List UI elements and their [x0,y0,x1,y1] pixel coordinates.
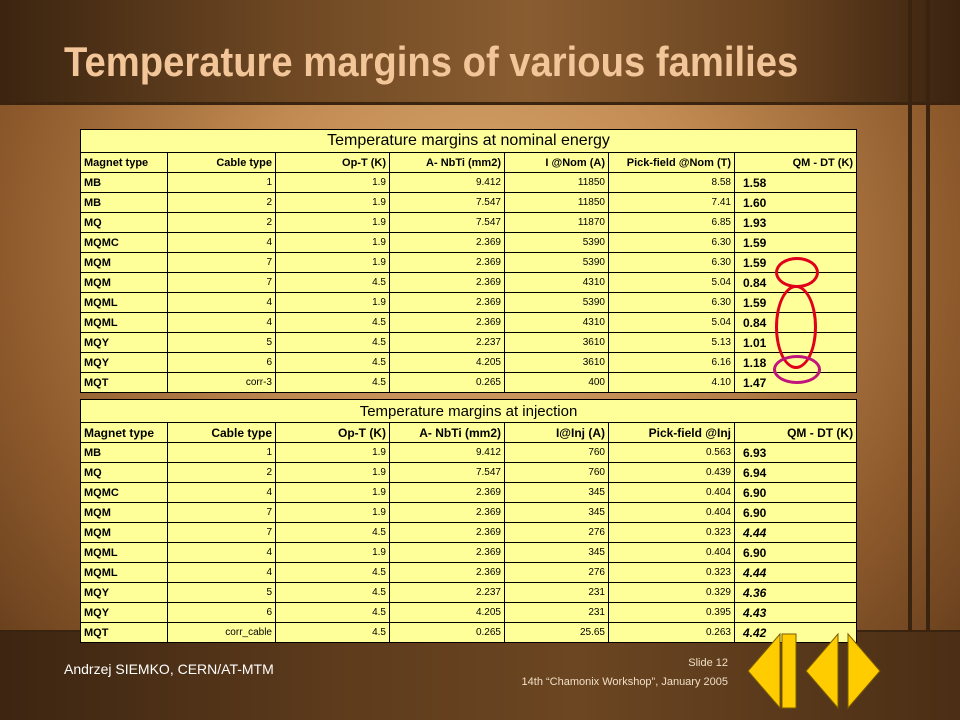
column-header: Pick-field @Nom (T) [609,153,735,173]
table-cell: 1 [168,443,276,463]
margin-cell: 4.36 [735,583,857,603]
table-cell: 6.16 [609,353,735,373]
table-cell: 400 [505,373,609,393]
table-cell: 0.563 [609,443,735,463]
table-row [81,623,857,643]
table-cell: 5 [168,583,276,603]
margin-cell: 1.58 [735,173,857,193]
slide-title: Temperature margins of various families [64,38,799,85]
table-cell: 0.395 [609,603,735,623]
table-cell: 4.205 [390,353,505,373]
margin-cell: 6.94 [735,463,857,483]
table-cell: 4310 [505,273,609,293]
right-rule [908,0,912,720]
table-cell: 2.369 [390,293,505,313]
table-cell: 7.547 [390,463,505,483]
margin-cell: 0.84 [735,273,857,293]
table-cell: 0.404 [609,543,735,563]
table-cell: 6 [168,353,276,373]
table-cell: 4.5 [276,523,390,543]
table-row [81,233,857,253]
margin-cell: 1.59 [735,253,857,273]
table-cell: 1.9 [276,193,390,213]
table-cell: 7.41 [609,193,735,213]
table-cell: 2.237 [390,583,505,603]
margin-cell: 6.90 [735,543,857,563]
column-header: QM - DT (K) [735,153,857,173]
table-cell: 2.369 [390,233,505,253]
table-cell: 2 [168,193,276,213]
table-title-row [81,400,857,423]
table-cell: 2.369 [390,313,505,333]
table-row [81,293,857,313]
table-cell: 7 [168,253,276,273]
table-title-row [81,130,857,153]
table-cell: 4.5 [276,333,390,353]
magnet-type-cell: MQM [81,273,168,293]
table-cell: 1.9 [276,443,390,463]
column-header: A- NbTi (mm2) [390,153,505,173]
magnet-type-cell: MQML [81,293,168,313]
margin-cell: 1.60 [735,193,857,213]
highlight-circle-magenta [773,355,821,384]
column-header: Op-T (K) [276,423,390,443]
magnet-type-cell: MQML [81,563,168,583]
table-cell: 7 [168,273,276,293]
table-cell: 4 [168,233,276,253]
table-cell: 4 [168,543,276,563]
margin-cell: 4.44 [735,523,857,543]
margin-cell: 4.43 [735,603,857,623]
table-cell: 5.04 [609,313,735,333]
injection-table [80,399,857,643]
table-row [81,543,857,563]
magnet-type-cell: MQT [81,373,168,393]
table-cell: 9.412 [390,443,505,463]
column-header: A- NbTi (mm2) [390,423,505,443]
table-cell: 2.369 [390,253,505,273]
magnet-type-cell: MQY [81,353,168,373]
table-cell: 2 [168,463,276,483]
table-cell: 760 [505,463,609,483]
table-cell: 3610 [505,353,609,373]
table-row [81,583,857,603]
table-cell: 231 [505,583,609,603]
next-slide-icon[interactable] [846,630,882,712]
magnet-type-cell: MQMC [81,483,168,503]
table-row [81,463,857,483]
table-cell: 345 [505,543,609,563]
table-cell: 4.5 [276,623,390,643]
magnet-type-cell: MB [81,173,168,193]
table-cell: 1.9 [276,463,390,483]
table-cell: 0.329 [609,583,735,603]
table-cell: 345 [505,483,609,503]
magnet-type-cell: MQML [81,543,168,563]
magnet-type-cell: MB [81,443,168,463]
table-row [81,273,857,293]
table-cell: 7 [168,503,276,523]
table-cell: 2.237 [390,333,505,353]
table-row [81,483,857,503]
margin-cell: 6.93 [735,443,857,463]
margin-cell: 4.44 [735,563,857,583]
previous-slide-icon[interactable] [804,630,840,712]
table-cell: 4.5 [276,583,390,603]
table-cell: 0.323 [609,523,735,543]
table-cell: 5 [168,333,276,353]
table-row [81,373,857,393]
magnet-type-cell: MQM [81,503,168,523]
table-title: Temperature margins at nominal energy [81,130,857,153]
magnet-type-cell: MQ [81,463,168,483]
table-cell: 1.9 [276,293,390,313]
table-cell: 0.263 [609,623,735,643]
footer-author: Andrzej SIEMKO, CERN/AT-MTM [64,661,274,677]
table-cell: 4.5 [276,603,390,623]
magnet-type-cell: MQT [81,623,168,643]
slide-number: Slide 12 [688,657,728,669]
table-header-row [81,153,857,173]
table-cell: 1.9 [276,543,390,563]
table-cell: 1.9 [276,503,390,523]
margin-cell: 1.01 [735,333,857,353]
table-cell: 11850 [505,173,609,193]
table-cell: 2.369 [390,503,505,523]
margin-cell: 1.47 [735,373,857,393]
table-cell: 276 [505,563,609,583]
table-cell: 4.5 [276,313,390,333]
table-cell: 4.5 [276,273,390,293]
table-cell: 0.404 [609,483,735,503]
table-cell: 2.369 [390,543,505,563]
magnet-type-cell: MQY [81,603,168,623]
right-rule-2 [926,0,930,720]
table-cell: 5390 [505,233,609,253]
table-cell: 5390 [505,253,609,273]
table-row [81,443,857,463]
table-cell: 4 [168,313,276,333]
margin-cell: 1.59 [735,233,857,253]
table-cell: 0.265 [390,373,505,393]
table-cell: 25.65 [505,623,609,643]
table-cell: 2 [168,213,276,233]
table-cell: 0.439 [609,463,735,483]
nominal-energy-table [80,129,857,393]
top-divider [0,102,960,105]
table-row [81,253,857,273]
table-cell: 11870 [505,213,609,233]
column-header: Magnet type [81,153,168,173]
table-title: Temperature margins at injection [81,400,857,423]
highlight-circle [775,257,819,288]
table-cell: 0.404 [609,503,735,523]
magnet-type-cell: MQ [81,213,168,233]
table-cell: 4.5 [276,353,390,373]
table-cell: 4.10 [609,373,735,393]
magnet-type-cell: MQM [81,253,168,273]
table-cell: 5.13 [609,333,735,353]
table-row [81,523,857,543]
table-row [81,173,857,193]
column-header: Op-T (K) [276,153,390,173]
table-cell: 1.9 [276,483,390,503]
table-cell: 2.369 [390,563,505,583]
margin-cell: 6.90 [735,503,857,523]
magnet-type-cell: MQML [81,313,168,333]
table-cell: 1 [168,173,276,193]
table-cell: 4310 [505,313,609,333]
magnet-type-cell: MQMC [81,233,168,253]
column-header: Magnet type [81,423,168,443]
magnet-type-cell: MB [81,193,168,213]
table-cell: 0.323 [609,563,735,583]
table-cell: 276 [505,523,609,543]
table-cell: 9.412 [390,173,505,193]
table-cell: 0.265 [390,623,505,643]
table-cell: 6.30 [609,253,735,273]
column-header: QM - DT (K) [735,423,857,443]
table-cell: corr-3 [168,373,276,393]
column-header: Cable type [168,423,276,443]
table-cell: 5390 [505,293,609,313]
table-cell: 1.9 [276,213,390,233]
table-row [81,193,857,213]
table-cell: 4.205 [390,603,505,623]
table-cell: 760 [505,443,609,463]
table-cell: 4 [168,483,276,503]
column-header: I@Inj (A) [505,423,609,443]
table-cell: 2.369 [390,523,505,543]
table-cell: 4.5 [276,373,390,393]
table-cell: 2.369 [390,273,505,293]
magnet-type-cell: MQM [81,523,168,543]
magnet-type-cell: MQY [81,583,168,603]
table-cell: 4 [168,563,276,583]
table-cell: 7 [168,523,276,543]
table-cell: 6.85 [609,213,735,233]
table-cell: 3610 [505,333,609,353]
table-header-row [81,423,857,443]
margin-cell: 4.42 [735,623,857,643]
margin-cell: 6.90 [735,483,857,503]
margin-cell: 1.18 [735,353,857,373]
table-cell: 5.04 [609,273,735,293]
margin-cell: 1.93 [735,213,857,233]
margin-cell: 0.84 [735,313,857,333]
table-cell: 11850 [505,193,609,213]
table-cell: 6.30 [609,293,735,313]
table-cell: 345 [505,503,609,523]
table-cell: 7.547 [390,213,505,233]
table-cell: 1.9 [276,253,390,273]
table-row [81,313,857,333]
table-row [81,563,857,583]
table-row [81,603,857,623]
table-row [81,503,857,523]
table-cell: corr_cable [168,623,276,643]
table-row [81,353,857,373]
table-cell: 6.30 [609,233,735,253]
table-cell: 8.58 [609,173,735,193]
table-cell: 231 [505,603,609,623]
table-cell: 4.5 [276,563,390,583]
table-cell: 2.369 [390,483,505,503]
column-header: Pick-field @Inj [609,423,735,443]
margin-cell: 1.59 [735,293,857,313]
table-row [81,333,857,353]
table-cell: 6 [168,603,276,623]
magnet-type-cell: MQY [81,333,168,353]
column-header: Cable type [168,153,276,173]
event-label: 14th “Chamonix Workshop”, January 2005 [521,676,728,688]
table-cell: 1.9 [276,233,390,253]
column-header: I @Nom (A) [505,153,609,173]
first-slide-icon[interactable] [744,630,800,712]
table-cell: 7.547 [390,193,505,213]
table-cell: 4 [168,293,276,313]
table-cell: 1.9 [276,173,390,193]
table-row [81,213,857,233]
